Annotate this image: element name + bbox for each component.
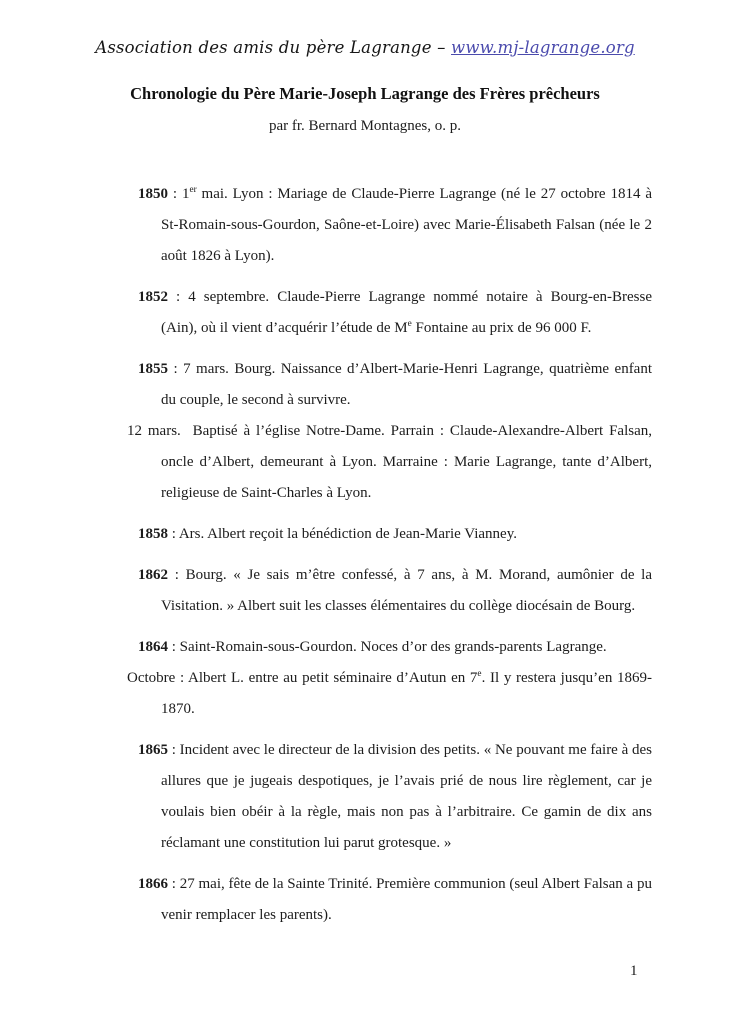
entry-date: Octobre : Albert L. entre au petit séminaire d’Autun en 7e. Il y restera jusqu’en 1869-1870.: [127, 669, 652, 717]
entry-year: 1866: [138, 876, 168, 892]
entry-1866: 1866 : 27 mai, fête de la Sainte Trinité. Première communion (seul Albert Falsan a pu venir remplacer les parents).: [138, 876, 652, 923]
entry-1864: 1864 : Saint-Romain-sous-Gourdon. Noces d’or des grands-parents Lagrange.: [138, 639, 607, 655]
chronology-entries: [127, 179, 653, 931]
entry-year: 1855: [138, 361, 168, 377]
header-link[interactable]: www.mj-lagrange.org: [451, 38, 635, 57]
document-byline: par fr. Bernard Montagnes, o. p.: [268, 118, 462, 134]
page-header: [0, 38, 730, 57]
entry-year: 1858: [138, 526, 168, 542]
entry-year: 1862: [138, 567, 168, 583]
page-number: 1: [630, 963, 638, 979]
superscript-text: e: [477, 669, 482, 679]
entry-year: 1864: [138, 639, 168, 655]
entry-year: 1865: [138, 742, 168, 758]
header-association-text: Association des amis du père Lagrange –: [95, 38, 452, 57]
entry-1862: 1862 : Bourg. « Je sais m’être confessé, à 7 ans, à M. Morand, aumônier de la Visitation. » Albert suit les classes élémentaires du collège diocésain de Bourg.: [138, 567, 653, 614]
entry-1850: 1850 : 1er mai. Lyon : Mariage de Claude-Pierre Lagrange (né le 27 octobre 1814 à St-Romain-sous-Gourdon, Saône-et-Loire) avec Marie-Élisabeth Falsan (née le 2 août 1826 à Lyon).: [138, 185, 653, 264]
entry-year: 1850: [138, 186, 168, 202]
entry-date: 12 mars. Baptisé à l’église Notre-Dame. Parrain : Claude-Alexandre-Albert Falsan, oncle d’Albert, demeurant à Lyon. Marraine : Marie Lagrange, tante d’Albert, religieuse de Saint-Charles à Lyon.: [127, 423, 652, 501]
document-title: Chronologie du Père Marie-Joseph Lagrange des Frères prêcheurs: [130, 84, 600, 103]
superscript-text: er: [189, 185, 197, 195]
entry-1855: 1855 : 7 mars. Bourg. Naissance d’Albert-Marie-Henri Lagrange, quatrième enfant du couple, le second à survivre.: [138, 361, 653, 408]
entry-year: 1852: [138, 289, 168, 305]
superscript-text: e: [407, 319, 412, 329]
entry-1852: 1852 : 4 septembre. Claude-Pierre Lagrange nommé notaire à Bourg-en-Bresse (Ain), où il vient d’acquérir l’étude de Me Fontaine au prix de 96 000 F.: [138, 289, 653, 336]
entry-1858: 1858 : Ars. Albert reçoit la bénédiction de Jean-Marie Vianney.: [138, 526, 517, 542]
entry-1865: 1865 : Incident avec le directeur de la division des petits. « Ne pouvant me faire à des allures que je jugeais despotiques, je l’avais prié de nous lire règlement, car je voulais bien obéir à la règle, mais non pas à l’arbitraire. Ce gamin de dix ans réclamant une constitution lui parut grotesque. »: [138, 742, 652, 851]
